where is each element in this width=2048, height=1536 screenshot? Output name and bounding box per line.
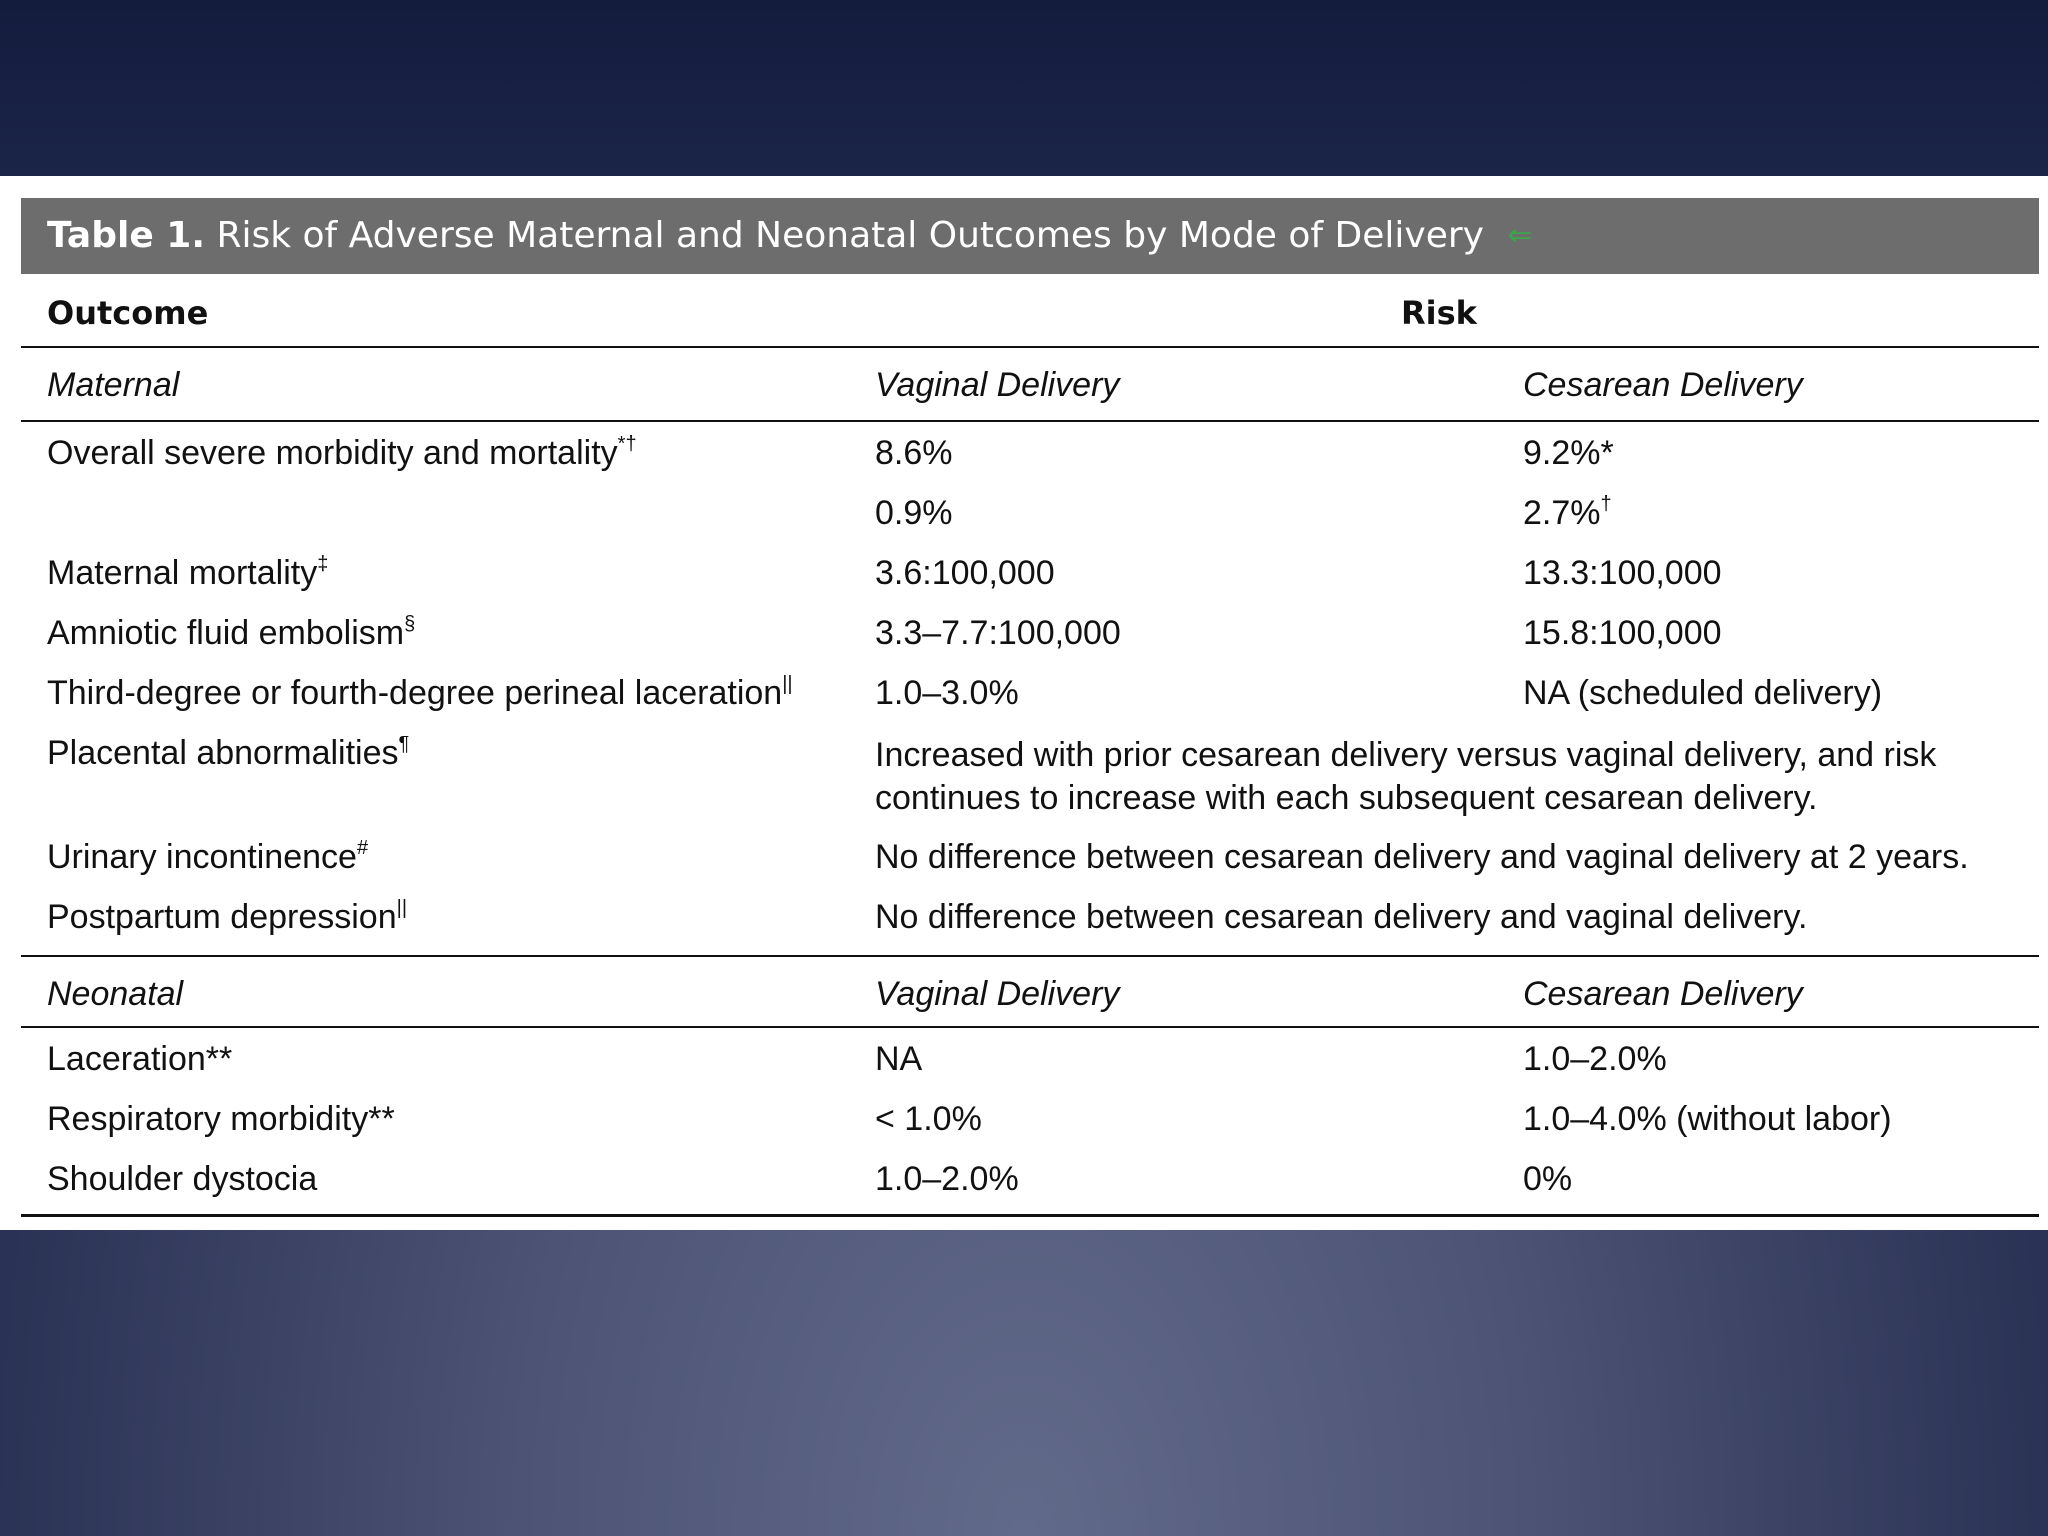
section-maternal: Maternal xyxy=(47,366,180,404)
header-risk: Risk xyxy=(1401,294,1477,332)
neonatal-section-row xyxy=(21,957,2039,1027)
row-vaginal: < 1.0% xyxy=(875,1100,982,1138)
table-title-bar xyxy=(21,198,2039,274)
row-vaginal: 1.0–2.0% xyxy=(875,1160,1019,1198)
table-panel xyxy=(0,176,2048,1230)
slide-top-band xyxy=(0,0,2048,176)
row-cesarean: 0% xyxy=(1523,1160,1573,1198)
row-cesarean: 9.2%* xyxy=(1523,434,1614,472)
rule-maternal xyxy=(21,420,2039,422)
row-label: Postpartum depression|| xyxy=(47,897,408,936)
table-title: Risk of Adverse Maternal and Neonatal Outcomes by Mode of Delivery xyxy=(216,215,1484,256)
row-label: Placental abnormalities¶ xyxy=(47,733,410,772)
row-label: Maternal mortality‡ xyxy=(47,553,329,592)
row-label: Respiratory morbidity** xyxy=(47,1100,395,1138)
back-arrow-icon[interactable]: ⇐ xyxy=(1507,218,1533,253)
table-number: Table 1. xyxy=(47,215,205,256)
row-vaginal: 3.6:100,000 xyxy=(875,554,1055,592)
col-vaginal-delivery: Vaginal Delivery xyxy=(875,975,1120,1013)
row-span-value: Increased with prior cesarean delivery versus vaginal delivery, and risk continues to increase with each subsequent cesarean delivery. xyxy=(875,736,1937,817)
col-vaginal-delivery: Vaginal Delivery xyxy=(875,366,1120,404)
row-vaginal: 3.3–7.7:100,000 xyxy=(875,614,1121,652)
row-vaginal: 0.9% xyxy=(875,494,953,532)
row-label: Third-degree or fourth-degree perineal laceration|| xyxy=(47,673,793,712)
row-label: Overall severe morbidity and mortality*† xyxy=(47,433,637,472)
row-cesarean: 1.0–4.0% (without labor) xyxy=(1523,1100,1892,1138)
row-vaginal: 8.6% xyxy=(875,434,953,472)
row-span-value: No difference between cesarean delivery and vaginal delivery. xyxy=(875,898,1808,936)
maternal-section-row xyxy=(21,348,2039,420)
row-span-value: No difference between cesarean delivery and vaginal delivery at 2 years. xyxy=(875,838,1969,876)
col-cesarean-delivery: Cesarean Delivery xyxy=(1523,366,1803,404)
row-label: Shoulder dystocia xyxy=(47,1160,318,1198)
row-label: Amniotic fluid embolism§ xyxy=(47,613,416,652)
rule-neonatal xyxy=(21,1026,2039,1028)
header-outcome: Outcome xyxy=(47,294,209,332)
row-cesarean: NA (scheduled delivery) xyxy=(1523,674,1883,712)
section-neonatal: Neonatal xyxy=(47,975,184,1013)
header-row xyxy=(21,274,2039,346)
row-cesarean: 13.3:100,000 xyxy=(1523,554,1722,592)
row-cesarean: 1.0–2.0% xyxy=(1523,1040,1667,1078)
rule-bottom xyxy=(21,1214,2039,1217)
row-cesarean: 15.8:100,000 xyxy=(1523,614,1722,652)
row-vaginal: NA xyxy=(875,1040,923,1078)
row-label: Laceration** xyxy=(47,1040,233,1078)
row-cesarean: 2.7%† xyxy=(1523,493,1612,532)
col-cesarean-delivery: Cesarean Delivery xyxy=(1523,975,1803,1013)
row-vaginal: 1.0–3.0% xyxy=(875,674,1019,712)
row-label: Urinary incontinence# xyxy=(47,837,369,876)
